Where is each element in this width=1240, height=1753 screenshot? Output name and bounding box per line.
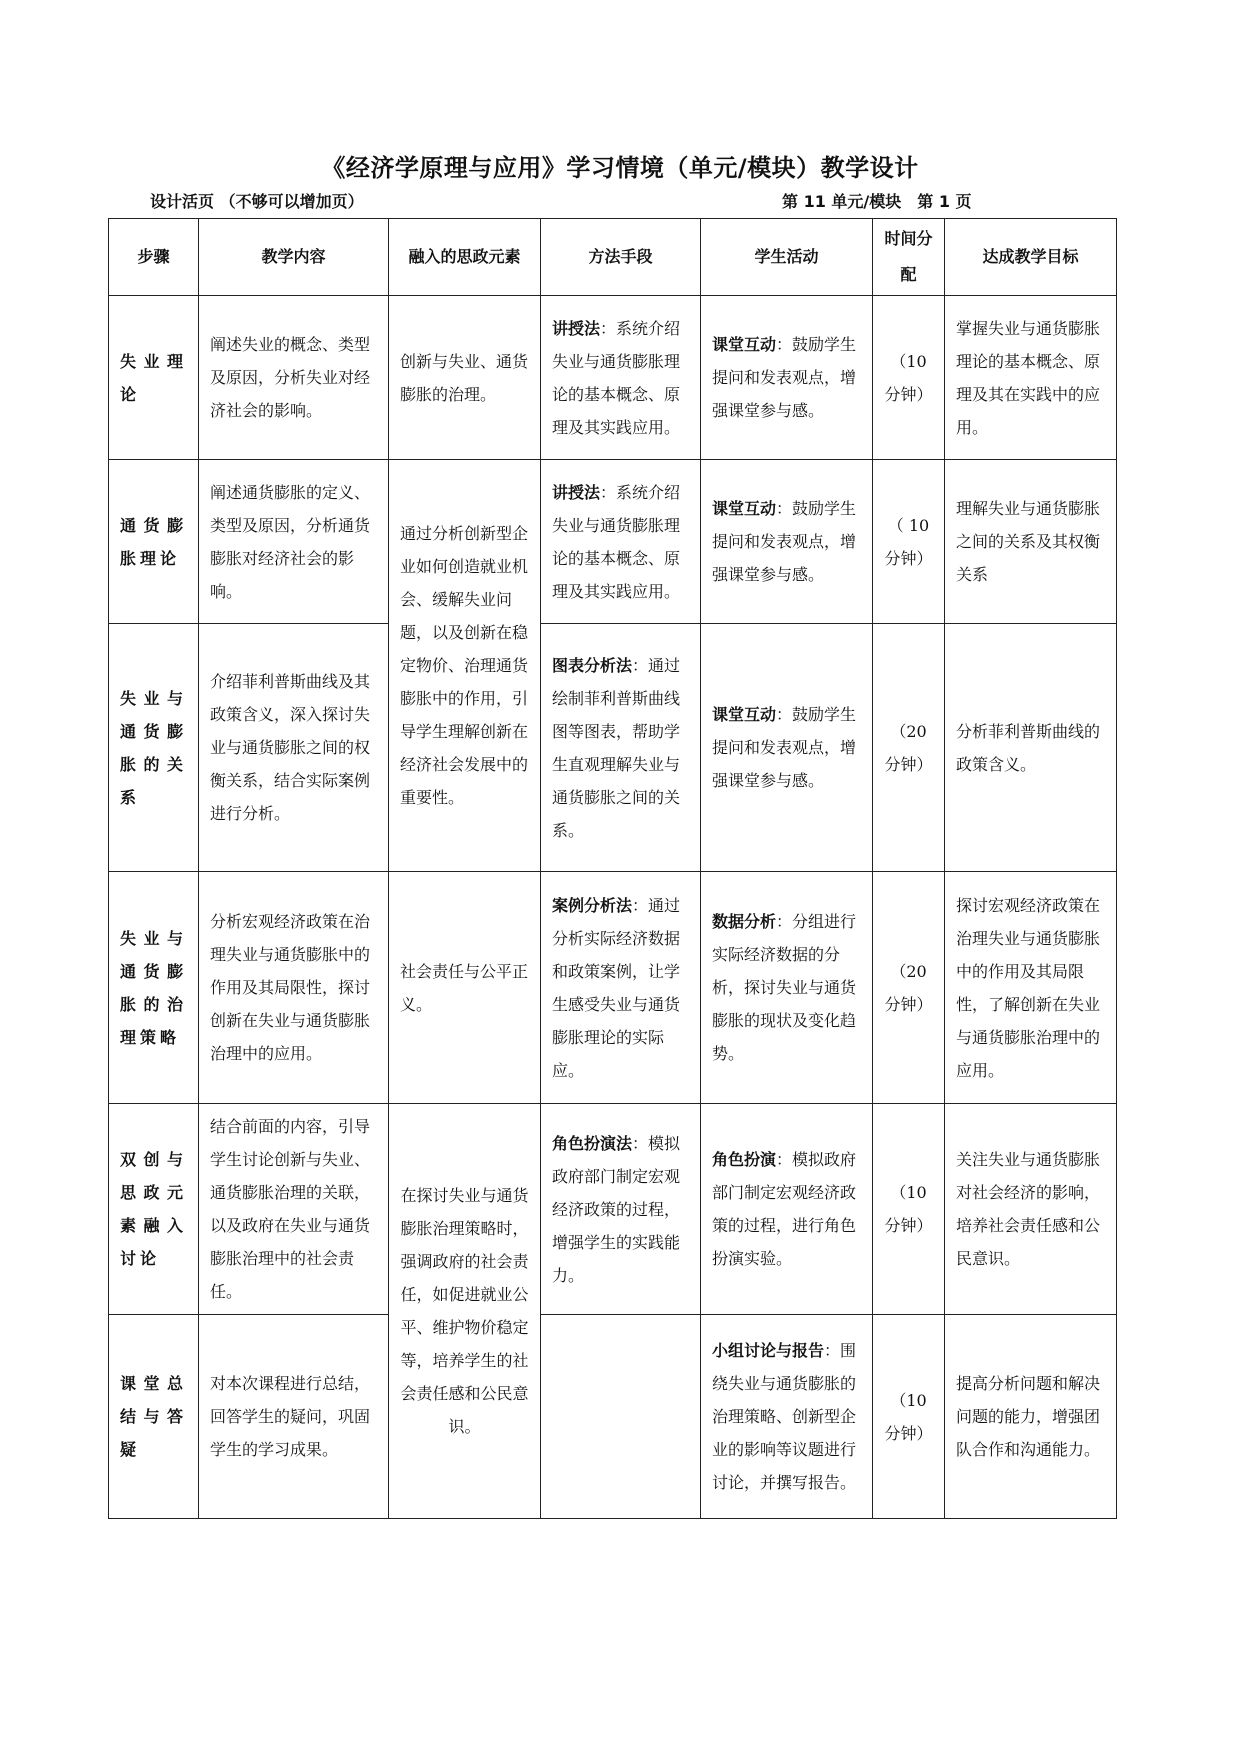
- activity-label: 角色扮演: [712, 1150, 777, 1169]
- method-text: ：模拟政府部门制定宏观经济政策的过程，增强学生的实践能力。: [552, 1133, 681, 1285]
- header-ideology: 融入的思政元素: [389, 219, 541, 296]
- method-cell: [541, 1104, 701, 1315]
- activity-cell: [701, 1104, 873, 1315]
- step-cell: 通货膨胀理论: [109, 460, 199, 624]
- goal-cell: 掌握失业与通货膨胀理论的基本概念、原理及其在实践中的应用。: [945, 296, 1117, 460]
- time-cell: （10分钟）: [873, 296, 945, 460]
- content-cell: 阐述通货膨胀的定义、类型及原因，分析通货膨胀对经济社会的影响。: [199, 460, 389, 624]
- content-cell: 对本次课程进行总结，回答学生的疑问，巩固学生的学习成果。: [199, 1315, 389, 1519]
- header-step: 步骤: [109, 219, 199, 296]
- goal-cell: 理解失业与通货膨胀之间的关系及其权衡关系: [945, 460, 1117, 624]
- activity-text: ：鼓励学生提问和发表观点，增强课堂参与感。: [712, 705, 857, 790]
- activity-text: ：模拟政府部门制定宏观经济政策的过程，进行角色扮演实验。: [712, 1150, 857, 1268]
- time-cell: （20分钟）: [873, 624, 945, 872]
- table-row: [109, 872, 1117, 1104]
- table-row: [109, 624, 1117, 872]
- activity-cell: [701, 1315, 873, 1519]
- activity-cell: [701, 296, 873, 460]
- unit-page-indicator: 第 11 单元/模块 第 1 页: [782, 192, 972, 211]
- step-cell: 课堂总结与答疑: [109, 1315, 199, 1519]
- method-cell-empty: [541, 1315, 701, 1519]
- table-row: [109, 296, 1117, 460]
- time-cell: （ 10分钟）: [873, 460, 945, 624]
- step-cell: 失业理论: [109, 296, 199, 460]
- table-row: [109, 1104, 1117, 1315]
- method-text: ：通过绘制菲利普斯曲线图等图表，帮助学生直观理解失业与通货膨胀之间的关系。: [552, 655, 681, 840]
- step-cell: 失业与通货膨胀的治理策略: [109, 872, 199, 1104]
- method-label: 案例分析法: [552, 895, 633, 915]
- method-cell: [541, 872, 701, 1104]
- goal-cell: 分析菲利普斯曲线的政策含义。: [945, 624, 1117, 872]
- method-label: 角色扮演法: [552, 1133, 633, 1153]
- activity-label: 课堂互动: [712, 499, 777, 518]
- activity-cell: [701, 624, 873, 872]
- ideology-cell: 社会责任与公平正义。: [389, 872, 541, 1104]
- activity-label: 课堂互动: [712, 705, 777, 724]
- ideology-cell: 创新与失业、通货膨胀的治理。: [389, 296, 541, 460]
- header-content: 教学内容: [199, 219, 389, 296]
- method-text: ：系统介绍失业与通货膨胀理论的基本概念、原理及其实践应用。: [552, 482, 681, 601]
- goal-cell: 提高分析问题和解决问题的能力，增强团队合作和沟通能力。: [945, 1315, 1117, 1519]
- activity-text: ：分组进行实际经济数据的分析，探讨失业与通货膨胀的现状及变化趋势。: [712, 912, 857, 1063]
- activity-label: 课堂互动: [712, 335, 777, 354]
- time-cell: （10分钟）: [873, 1104, 945, 1315]
- activity-cell: [701, 872, 873, 1104]
- ideology-cell: 通过分析创新型企业如何创造就业机会、缓解失业问题，以及创新在稳定物价、治理通货膨胀中的作用，引导学生理解创新在经济社会发展中的重要性。: [389, 460, 541, 872]
- header-activity: 学生活动: [701, 219, 873, 296]
- table-row: [109, 1315, 1117, 1519]
- method-cell: [541, 624, 701, 872]
- table-row: [109, 460, 1117, 624]
- teaching-design-table: [108, 218, 1117, 1519]
- method-label: 图表分析法: [552, 655, 633, 675]
- header-goal: 达成教学目标: [945, 219, 1117, 296]
- step-cell: 失业与通货膨胀的关系: [109, 624, 199, 872]
- method-text: ：通过分析实际经济数据和政策案例，让学生感受失业与通货膨胀理论的实际应。: [552, 895, 681, 1080]
- activity-text: ：鼓励学生提问和发表观点，增强课堂参与感。: [712, 335, 857, 420]
- content-cell: 阐述失业的概念、类型及原因，分析失业对经济社会的影响。: [199, 296, 389, 460]
- activity-cell: [701, 460, 873, 624]
- ideology-cell: 在探讨失业与通货膨胀治理策略时，强调政府的社会责任，如促进就业公平、维护物价稳定等，培养学生的社会责任感和公民意识。: [389, 1104, 541, 1519]
- activity-label: 数据分析: [712, 912, 777, 931]
- step-cell: 双创与思政元素融入讨论: [109, 1104, 199, 1315]
- content-cell: 结合前面的内容，引导学生讨论创新与失业、通货膨胀治理的关联，以及政府在失业与通货膨胀治理中的社会责任。: [199, 1104, 389, 1315]
- table-header-row: [109, 219, 1117, 296]
- header-time: 时间分配: [873, 219, 945, 296]
- activity-label: 小组讨论与报告: [712, 1341, 825, 1360]
- method-text: ：系统介绍失业与通货膨胀理论的基本概念、原理及其实践应用。: [552, 318, 681, 437]
- content-cell: 分析宏观经济政策在治理失业与通货膨胀中的作用及其局限性，探讨创新在失业与通货膨胀治理中的应用。: [199, 872, 389, 1104]
- activity-text: ：鼓励学生提问和发表观点，增强课堂参与感。: [712, 499, 857, 584]
- method-label: 讲授法: [552, 482, 601, 502]
- goal-cell: 探讨宏观经济政策在治理失业与通货膨胀中的作用及其局限性，了解创新在失业与通货膨胀治理中的应用。: [945, 872, 1117, 1104]
- header-method: 方法手段: [541, 219, 701, 296]
- time-cell: （10分钟）: [873, 1315, 945, 1519]
- content-cell: 介绍菲利普斯曲线及其政策含义，深入探讨失业与通货膨胀之间的权衡关系，结合实际案例进行分析。: [199, 624, 389, 872]
- method-label: 讲授法: [552, 318, 601, 338]
- sheet-note: 设计活页 （不够可以增加页）: [150, 192, 364, 211]
- page-title: 《经济学原理与应用》学习情境（单元/模块）教学设计: [321, 154, 919, 182]
- method-cell: [541, 296, 701, 460]
- goal-cell: 关注失业与通货膨胀对社会经济的影响，培养社会责任感和公民意识。: [945, 1104, 1117, 1315]
- activity-text: ：围绕失业与通货膨胀的治理策略、创新型企业的影响等议题进行讨论，并撰写报告。: [712, 1341, 857, 1492]
- method-cell: [541, 460, 701, 624]
- time-cell: （20分钟）: [873, 872, 945, 1104]
